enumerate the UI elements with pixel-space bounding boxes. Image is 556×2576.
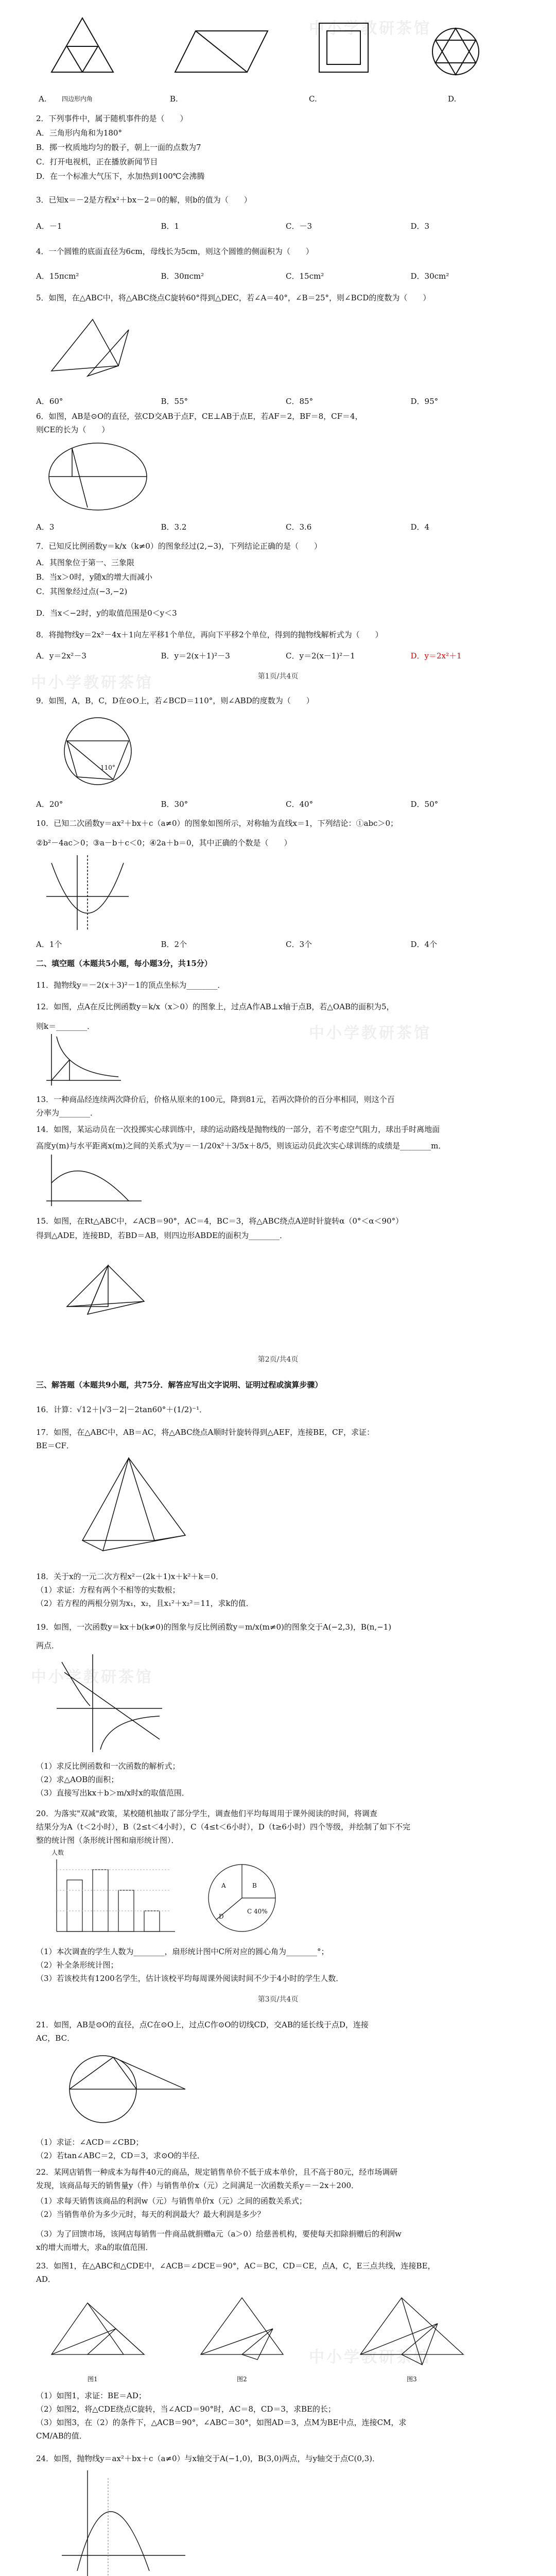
q10-option: A．1个 [36, 940, 62, 949]
page-1 [0, 0, 556, 685]
q13-stem: 13．一种商品经连续两次降价后，价格从原来的100元，降到81元，若两次降价的百分率相同，则这个百 [36, 1095, 395, 1104]
q5-stem: 5．如图，在△ABC中，将△ABC绕点C旋转60°得到△DEC，若∠A＝40°，∠B＝25°，则∠BCD的度数为（ ） [36, 293, 431, 302]
q1-fig-label-d: D. [448, 94, 457, 104]
q11-stem: 11．抛物线y＝－2(x＋3)²－1的顶点坐标为________． [36, 980, 225, 990]
q17-stem: 17．如图，在△ABC中，AB＝AC，将△ABC绕点A顺时针旋转得到△AEF，连接BE，CF，求证： [36, 1428, 374, 1437]
q2-option: D．在一个标准大气压下，水加热到100℃会沸腾 [36, 172, 205, 181]
q12-stem: 12．如图，点A在反比例函数y＝k/x（x＞0）的图象上，过点A作AB⊥x轴于点B，若△OAB的面积为5， [36, 1002, 394, 1011]
q5-figure [41, 309, 144, 386]
q23-stem: 23．如图1，在△ABC和△CDE中，∠ACB＝∠DCE＝90°，AC＝BC，CD＝CE，点A，C，E三点共线，连接BE， [36, 2261, 436, 2270]
q12-stem: 则k＝________． [36, 1022, 95, 1031]
q7-option: D．当x＜−2时，y的取值范围是0＜y＜3 [36, 608, 177, 618]
q23-stem: AD． [36, 2275, 56, 2284]
q15-stem: 得到△ADE，连接BD，若BD＝AB，则四边形ABDE的面积为________． [36, 1231, 288, 1240]
q3-option: D．3 [410, 222, 430, 231]
q3-stem: 3．已知x＝－2是方程x²＋bx－2＝0的解，则b的值为（ ） [36, 195, 252, 205]
q6-figure [41, 438, 154, 515]
q22-part: （2）当销售单价为多少元时，每天的利润最大？最大利润是多少？ [36, 2210, 265, 2219]
q15-figure [57, 1245, 160, 1322]
q2-option: A．三角形内角和为180° [36, 128, 122, 138]
q20-part: （1）本次调查的学生人数为________，扇形统计图中C所对应的圆心角为________°； [36, 1947, 329, 1956]
q10-option: B．2个 [161, 940, 187, 949]
q8-options [36, 650, 535, 661]
q17-stem: BE＝CF． [36, 1441, 74, 1450]
q16-stem: 16．计算：√12＋|√3－2|－2tan60°＋(1/2)⁻¹． [36, 1405, 207, 1414]
page-footer: 第2页/共4页 [257, 1355, 299, 1364]
q20-bar-chart [46, 1857, 180, 1939]
q3-options [36, 221, 535, 231]
q4-option: D．30cm² [410, 272, 449, 281]
section-2-heading: 二、填空题（本题共5小题，每小题3分，共15分） [36, 959, 212, 968]
q13-stem: 分率为________． [36, 1108, 98, 1117]
q20-part: （2）补全条形统计图； [36, 1960, 118, 1970]
q23-fig-caption: 图3 [407, 2376, 417, 2383]
q18-part: （1）求证：方程有两个不相等的实数根； [36, 1585, 180, 1595]
q17-figure [72, 1453, 196, 1556]
q1-fig-label-b: B. [170, 94, 178, 104]
q4-options [36, 270, 535, 281]
q20-pie-chart [201, 1857, 283, 1939]
q23-part: （1）如图1，求证：BE＝AD； [36, 2391, 146, 2400]
page-2 [0, 685, 556, 1370]
q1-fig-label-a: A. [39, 94, 47, 104]
q9-option: D．50° [410, 800, 439, 809]
q8-option: B．y＝2(x＋1)²－3 [161, 651, 230, 660]
q6-option: C．3.6 [286, 522, 312, 532]
q12-figure [41, 1031, 124, 1088]
q20-pie-label: B [252, 1882, 257, 1889]
q5-option: C．85° [286, 397, 314, 406]
q1-fig-caption: 四边形内角 [62, 95, 93, 103]
watermark: 中小学教研茶馆 [31, 1668, 153, 1686]
q23-figures [41, 2287, 505, 2370]
q6-option: D．4 [410, 522, 430, 532]
q8-option: D．y＝2x²＋1 [410, 651, 462, 660]
q19-stem: 19．如图，一次函数y＝kx＋b(k≠0)的图象与反比例函数y＝m/x(m≠0)的图象交于A(−2,3)，B(n,−1) [36, 1622, 392, 1632]
q1-figures [31, 10, 546, 98]
q21-stem: AC，BC． [36, 2033, 75, 2043]
q19-part: （3）直接写出kx＋b＞m/x时x的取值范围． [36, 1788, 189, 1798]
q14-stem: 14．如图，某运动员在一次投掷实心球训练中，球的运动路线是抛物线的一部分，若不考虑空气阻力，球出手时离地面 [36, 1125, 440, 1134]
q9-figure [46, 710, 160, 792]
q6-stem: 则CE的长为（ ） [36, 425, 110, 434]
q21-figure [57, 2045, 190, 2128]
q10-stem: 10．已知二次函数y＝ax²＋bx＋c（a≠0）的图象如图所示，对称轴为直线x＝1，下列结论：①abc＞0； [36, 819, 398, 828]
q18-part: （2）若方程的两根分别为x₁，x₂，且x₁²＋x₂²＝11，求k的值． [36, 1599, 254, 1608]
q22-stem: 发现，该商品每天的销售量y（件）与销售单价x（元）之间满足一次函数关系y＝－2x＋200． [36, 2181, 359, 2190]
q20-stem: 整的统计图（条形统计图和扇形统计图）． [36, 1836, 179, 1845]
q23-fig-caption: 图1 [88, 2376, 98, 2383]
q6-option: B．3.2 [161, 522, 187, 532]
q9-angle-label: 110° [100, 764, 115, 771]
q3-option: A．－1 [36, 222, 62, 231]
page-footer: 第1页/共4页 [257, 672, 299, 681]
q4-option: B．30πcm² [161, 272, 204, 281]
q23-part: CM/AB的值． [36, 2431, 87, 2441]
q24-figure [57, 2468, 190, 2576]
q7-option: C．其图象经过点(−3,−2) [36, 587, 128, 596]
q4-option: C．15cm² [286, 272, 324, 281]
q6-options [36, 521, 535, 532]
q23-part: （3）如图3，在（2）的条件下，△ACB＝90°，∠ABC＝30°，如图AD＝3，点M为BE中点，连接CM，求 [36, 2418, 407, 2427]
q6-option: A．3 [36, 522, 55, 532]
q10-stem: ②b²－4ac＞0；③a－b＋c＜0；④2a＋b＝0，其中正确的个数是（ ） [36, 838, 292, 848]
q21-part: （1）求证：∠ACD＝∠CBD； [36, 2138, 144, 2147]
q8-option: A．y＝2x²－3 [36, 651, 86, 660]
q20-stem: 结果分为A（t＜2小时），B（2≤t＜4小时），C（4≤t＜6小时），D（t≥6小时）四个等级，并绘制了如下不完 [36, 1822, 410, 1832]
q24-stem: 24．如图，抛物线y＝ax²＋bx＋c（a≠0）与x轴交于A(−1,0)，B(3,0)两点，与y轴交于点C(0,3)． [36, 2454, 380, 2463]
q5-options [36, 396, 535, 406]
q19-stem: 两点． [36, 1641, 60, 1650]
page-3 [0, 1370, 556, 2076]
q5-option: B．55° [161, 397, 188, 406]
q20-pie-label: D [219, 1913, 224, 1920]
q10-figure [41, 850, 134, 933]
q20-chart-caption: 人数 [51, 1849, 64, 1856]
q4-stem: 4．一个圆锥的底面直径为6cm，母线长为5cm，则这个圆锥的侧面积为（ ） [36, 247, 314, 256]
q8-option: C．y＝2(x－1)²－1 [286, 651, 355, 660]
watermark: 中小学教研茶馆 [309, 1024, 431, 1042]
q10-option: D．4个 [410, 940, 438, 949]
q15-stem: 15．如图，在Rt△ABC中，∠ACB＝90°，AC＝4，BC＝3，将△ABC绕点A逆时针旋转α（0°＜α＜90°） [36, 1216, 404, 1226]
q1-fig-label-c: C. [309, 94, 317, 104]
q20-part: （3）若该校共有1200名学生，估计该校平均每周课外阅读时间不少于4小时的学生人数． [36, 1974, 344, 1983]
q10-option: C．3个 [286, 940, 312, 949]
watermark: 中小学教研茶馆 [309, 20, 431, 38]
q10-options [36, 939, 535, 950]
q22-part: （1）求每天销售该商品的利润w（元）与销售单价x（元）之间的函数关系式； [36, 2196, 307, 2206]
q21-part: （2）若tan∠ABC＝2，CD＝3，求⊙O的半径． [36, 2151, 205, 2160]
q9-option: A．20° [36, 800, 63, 809]
q22-part: x的增大而增大，求a的取值范围． [36, 2243, 153, 2252]
q9-option: C．40° [286, 800, 314, 809]
q22-part: （3）为了回馈市场，该网店每销售一件商品就捐赠a元（a＞0）给慈善机构，要使每天扣除捐赠后的利润w [36, 2229, 402, 2239]
q20-pie-label: C 40% [247, 1908, 268, 1915]
q23-fig-caption: 图2 [237, 2376, 247, 2383]
q7-option: A．其图象位于第一、三象限 [36, 558, 134, 567]
q2-option: B．掷一枚质地均匀的骰子，朝上一面的点数为7 [36, 143, 201, 152]
q8-stem: 8．将抛物线y＝2x²－4x＋1向左平移1个单位，再向下平移2个单位，得到的抛物线解析式为（ ） [36, 630, 383, 639]
q21-stem: 21．如图，AB是⊙O的直径，点C在⊙O上，过点C作⊙O的切线CD，交AB的延长线于点D，连接 [36, 2020, 369, 2029]
q5-option: D．95° [410, 397, 439, 406]
watermark: 中小学教研茶馆 [309, 2348, 431, 2366]
q22-stem: 22．某网店销售一种成本为每件40元的商品，规定销售单价不低于成本单价，且不高于80元，经市场调研 [36, 2167, 398, 2177]
q19-part: （2）求△AOB的面积； [36, 1775, 119, 1784]
watermark: 中小学教研茶馆 [31, 674, 153, 692]
q3-option: B．1 [161, 222, 180, 231]
q9-options [36, 799, 535, 809]
q3-option: C．－3 [286, 222, 312, 231]
q7-stem: 7．已知反比例函数y＝k/x（k≠0）的图象经过(2,−3)，下列结论正确的是（ ） [36, 541, 322, 551]
q2-option: C．打开电视机，正在播放新闻节目 [36, 157, 158, 166]
q7-option: B．当x＞0时，y随x的增大而减小 [36, 572, 152, 582]
q19-figure [51, 1652, 165, 1755]
q5-option: A．60° [36, 397, 63, 406]
page-footer: 第3页/共4页 [257, 1995, 299, 2004]
q9-stem: 9．如图，A，B，C，D在⊙O上，若∠BCD＝110°，则∠ABD的度数为（ ） [36, 696, 314, 705]
q2-stem: 2．下列事件中，属于随机事件的是（ ） [36, 114, 188, 123]
q9-option: B．30° [161, 800, 188, 809]
page-4 [0, 2009, 556, 2576]
q19-part: （1）求反比例函数和一次函数的解析式； [36, 1761, 180, 1771]
q14-stem: 高度y(m)与水平距离x(m)之间的关系式为y＝－1/20x²＋3/5x＋8/5，则该运动员此次实心球训练的成绩是________m． [36, 1141, 446, 1150]
q23-part: （2）如图2，将△CDE绕点C旋转，当∠ACD＝90°时，AC＝8，CD＝3，求BE的长； [36, 2404, 336, 2414]
q4-option: A．15πcm² [36, 272, 79, 281]
section-3-heading: 三、解答题（本题共9小题，共75分．解答应写出文字说明、证明过程或演算步骤） [36, 1380, 323, 1389]
q18-stem: 18．关于x的一元二次方程x²－(2k＋1)x＋k²＋k＝0． [36, 1572, 224, 1581]
q20-pie-label: A [221, 1882, 226, 1889]
q6-stem: 6．如图，AB是⊙O的直径，弦CD交AB于点F，CE⊥AB于点E，若AF＝2，BF＝8，CF＝4， [36, 412, 363, 421]
q14-figure [41, 1152, 144, 1209]
q20-stem: 20．为落实"双减"政策，某校随机抽取了部分学生，调查他们平均每周用于课外阅读的时间，将调查 [36, 1809, 377, 1818]
